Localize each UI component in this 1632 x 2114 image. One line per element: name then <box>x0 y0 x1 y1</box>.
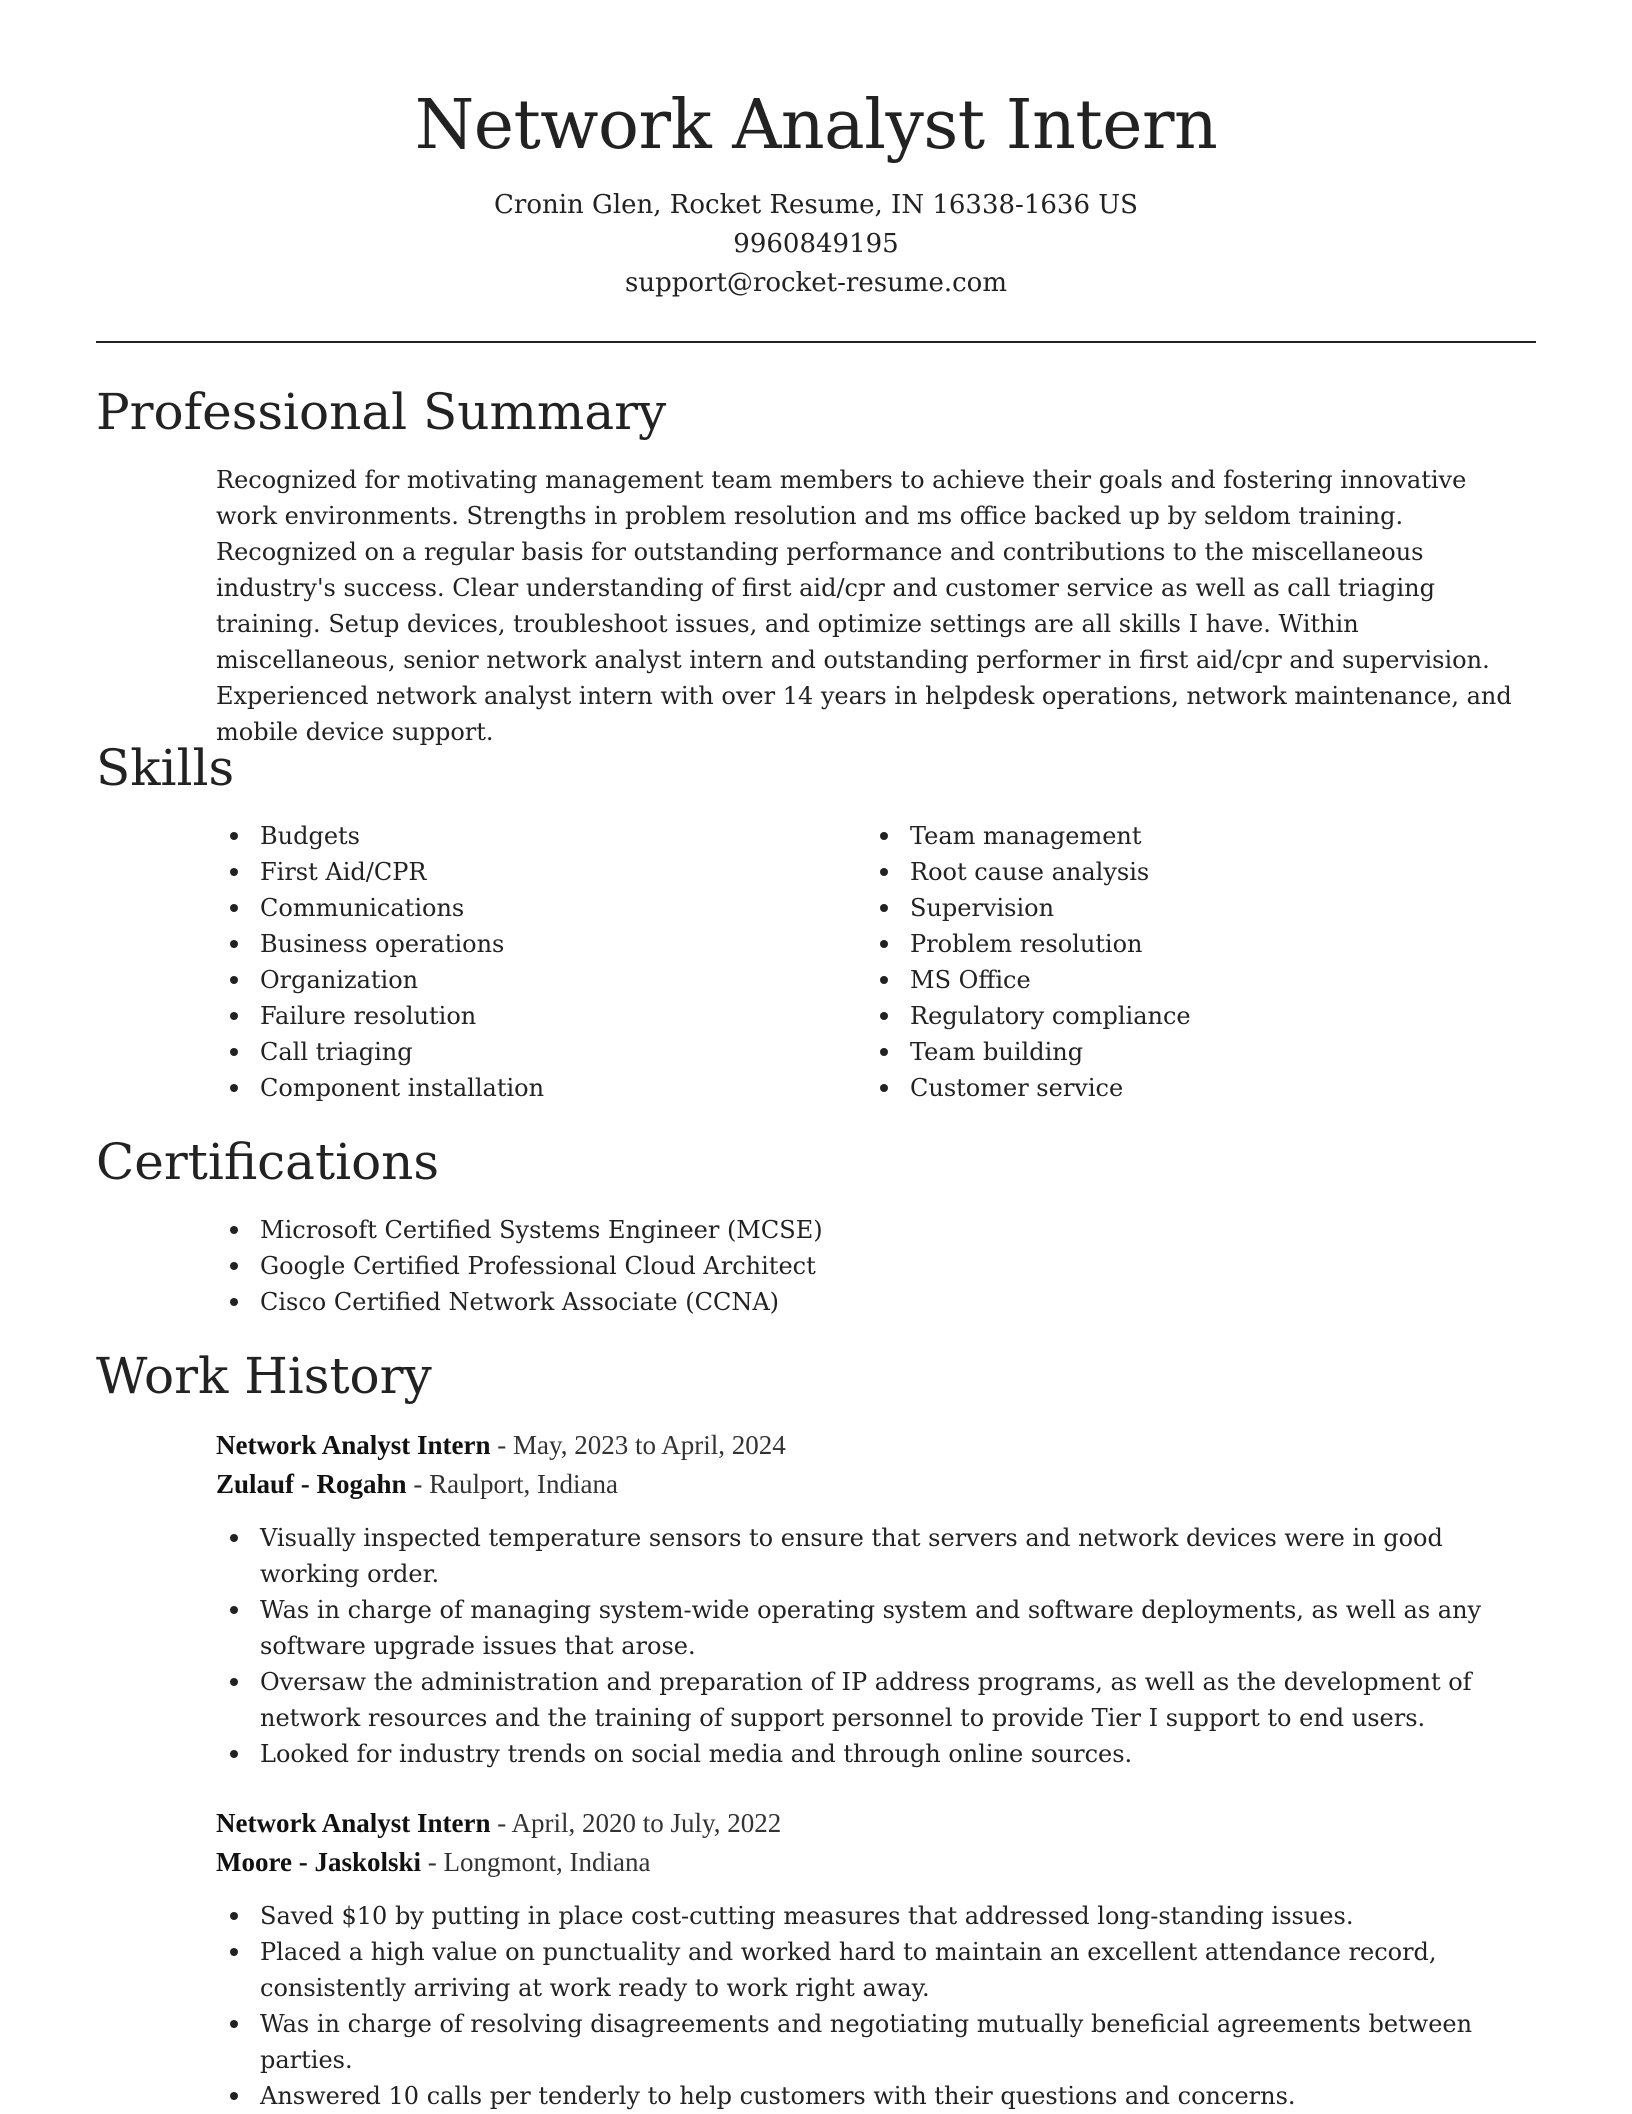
job-bullets <box>216 1898 1526 2114</box>
separator: - <box>490 1430 513 1460</box>
skills-heading: Skills <box>96 739 235 797</box>
skill-item: MS Office <box>866 962 1466 998</box>
candidate-title: Network Analyst Intern <box>414 86 1218 165</box>
skill-item: Regulatory compliance <box>866 998 1466 1034</box>
job-company-line <box>216 1465 618 1504</box>
job-bullet: Answered 10 calls per tenderly to help customers with their questions and concerns. <box>216 2078 1526 2114</box>
certification-item: Microsoft Certified Systems Engineer (MCSE) <box>216 1212 1416 1248</box>
separator: - <box>490 1808 512 1838</box>
certification-item: Cisco Certified Network Associate (CCNA) <box>216 1284 1416 1320</box>
summary-heading: Professional Summary <box>96 383 667 441</box>
header-divider <box>96 341 1536 343</box>
skill-item: Organization <box>216 962 816 998</box>
job-bullet: Placed a high value on punctuality and worked hard to maintain an excellent attendance record, consistently arriving at work ready to work right away. <box>216 1934 1526 2006</box>
summary-text: Recognized for motivating management team members to achieve their goals and fostering innovative work environments. Strengths in problem resolution and ms office backed up by seldom training. Recognized on a regular basis for outstanding performance and contributions to the miscellaneous industry's success. Clear understanding of first aid/cpr and customer service as well as call triaging training. Setup devices, troubleshoot issues, and optimize settings are all skills I have. Within miscellaneous, senior network analyst intern and outstanding performer in first aid/cpr and supervision. Experienced network analyst intern with over 14 years in helpdesk operations, network maintenance, and mobile device support. <box>216 466 1512 746</box>
job-bullet: Saved $10 by putting in place cost-cutting measures that addressed long-standing issues. <box>216 1898 1526 1934</box>
job-company: Zulauf - Rogahn <box>216 1469 407 1499</box>
contact-email: support@rocket-resume.com <box>624 268 1007 298</box>
skill-item: Customer service <box>866 1070 1466 1106</box>
job-bullet: Visually inspected temperature sensors to ensure that servers and network devices were in good working order. <box>216 1520 1526 1592</box>
contact-address: Cronin Glen, Rocket Resume, IN 16338-1636 US <box>494 190 1138 220</box>
job-bullets <box>216 1520 1526 1772</box>
contact-block <box>0 186 1632 303</box>
job-location: Longmont, Indiana <box>443 1847 651 1877</box>
job-bullet: Was in charge of managing system-wide operating system and software deployments, as well as any software upgrade issues that arose. <box>216 1592 1526 1664</box>
job-bullet: Looked for industry trends on social media and through online sources. <box>216 1736 1526 1772</box>
certifications-list <box>216 1212 1416 1320</box>
job-role: Network Analyst Intern <box>216 1808 491 1838</box>
skills-list-right <box>866 818 1466 1106</box>
job-bullet: Was in charge of resolving disagreements and negotiating mutually beneficial agreements between parties. <box>216 2006 1526 2078</box>
skill-item: Call triaging <box>216 1034 816 1070</box>
job-location: Raulport, Indiana <box>429 1469 619 1499</box>
separator: - <box>421 1847 444 1877</box>
job-title-line <box>216 1804 781 1843</box>
skill-item: Communications <box>216 890 816 926</box>
certifications-heading: Certifications <box>96 1133 440 1191</box>
certification-item: Google Certified Professional Cloud Architect <box>216 1248 1416 1284</box>
job-title-line <box>216 1426 786 1465</box>
skill-item: First Aid/CPR <box>216 854 816 890</box>
job-bullet: Oversaw the administration and preparation of IP address programs, as well as the development of network resources and the training of support personnel to provide Tier I support to end users. <box>216 1664 1526 1736</box>
skill-item: Business operations <box>216 926 816 962</box>
job-company: Moore - Jaskolski <box>216 1847 422 1877</box>
skill-item: Root cause analysis <box>866 854 1466 890</box>
skill-item: Component installation <box>216 1070 816 1106</box>
job-dates: April, 2020 to July, 2022 <box>511 1808 782 1838</box>
skill-item: Problem resolution <box>866 926 1466 962</box>
skill-item: Team management <box>866 818 1466 854</box>
skill-item: Budgets <box>216 818 816 854</box>
skill-item: Team building <box>866 1034 1466 1070</box>
skills-list-left <box>216 818 816 1106</box>
separator: - <box>406 1469 430 1499</box>
skill-item: Supervision <box>866 890 1466 926</box>
work-history-heading: Work History <box>96 1347 432 1405</box>
job-dates: May, 2023 to April, 2024 <box>513 1430 786 1460</box>
skill-item: Failure resolution <box>216 998 816 1034</box>
contact-phone: 9960849195 <box>733 229 899 259</box>
job-company-line <box>216 1843 650 1882</box>
job-role: Network Analyst Intern <box>216 1430 491 1460</box>
resume-header <box>0 0 1632 303</box>
